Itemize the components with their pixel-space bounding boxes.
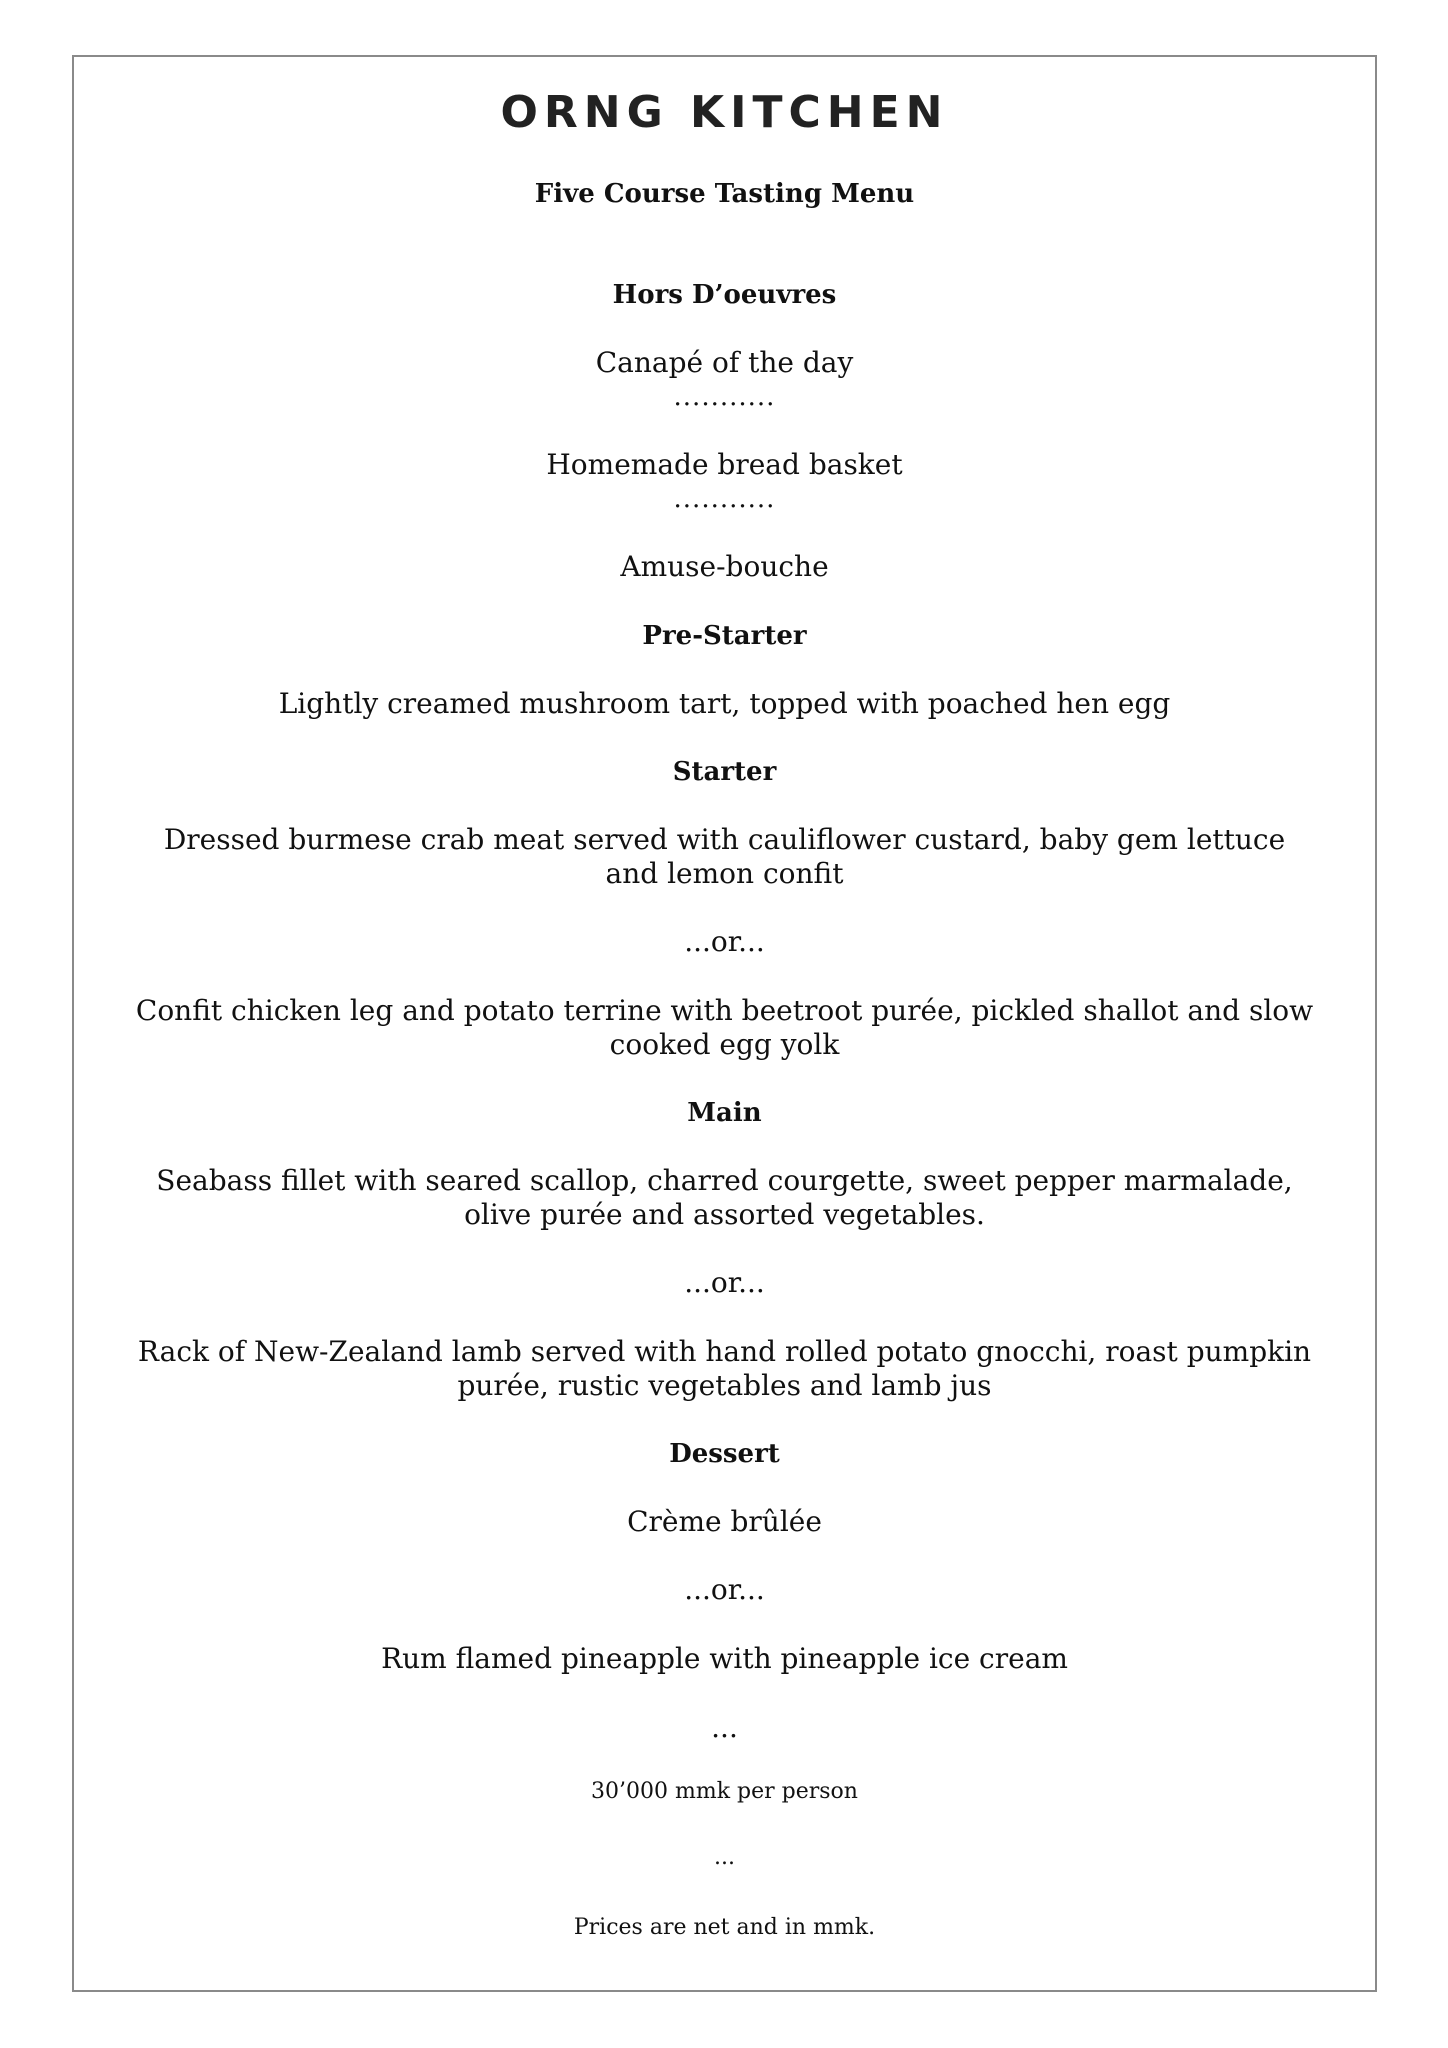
restaurant-logo: ORNG KITCHEN bbox=[500, 87, 949, 138]
menu-item: Lightly creamed mushroom tart, topped with poached hen egg bbox=[278, 687, 1171, 720]
separator-dots: ........... bbox=[673, 484, 776, 514]
menu-item: Seabass fillet with seared scallop, charred courgette, sweet pepper marmalade, olive purée and assorted vegetables. bbox=[156, 1164, 1293, 1231]
menu-item: Crème brûlée bbox=[627, 1505, 822, 1538]
section-heading-main: Main bbox=[687, 1098, 762, 1128]
separator-dots: ........... bbox=[673, 382, 776, 412]
menu-item: Homemade bread basket bbox=[546, 448, 903, 481]
section-heading-hors-doeuvres: Hors D’oeuvres bbox=[612, 280, 837, 310]
menu-item: Dressed burmese crab meat served with cauliflower custard, baby gem lettuce and lemon confit bbox=[163, 823, 1286, 890]
menu-item: Amuse-bouche bbox=[620, 550, 829, 583]
menu-item: Rum flamed pineapple with pineapple ice cream bbox=[381, 1642, 1068, 1675]
section-heading-dessert: Dessert bbox=[669, 1439, 780, 1469]
menu-item: Canapé of the day bbox=[595, 346, 854, 379]
price-note: Prices are net and in mmk. bbox=[573, 1915, 876, 1940]
or-separator: ...or... bbox=[684, 925, 765, 958]
menu-item: Confit chicken leg and potato terrine with beetroot purée, pickled shallot and slow cooked egg yolk bbox=[135, 994, 1314, 1061]
section-heading-pre-starter: Pre-Starter bbox=[642, 621, 807, 651]
menu-item: Rack of New-Zealand lamb served with hand rolled potato gnocchi, roast pumpkin purée, rustic vegetables and lamb jus bbox=[137, 1335, 1312, 1402]
or-separator: ...or... bbox=[684, 1573, 765, 1606]
menu-title: Five Course Tasting Menu bbox=[534, 179, 915, 209]
or-separator: ...or... bbox=[684, 1266, 765, 1299]
separator-dots: ... bbox=[711, 1711, 738, 1744]
section-heading-starter: Starter bbox=[672, 757, 777, 787]
price-per-person: 30’000 mmk per person bbox=[591, 1779, 858, 1804]
separator-dots: ... bbox=[714, 1845, 735, 1870]
menu-page bbox=[72, 55, 1377, 1992]
